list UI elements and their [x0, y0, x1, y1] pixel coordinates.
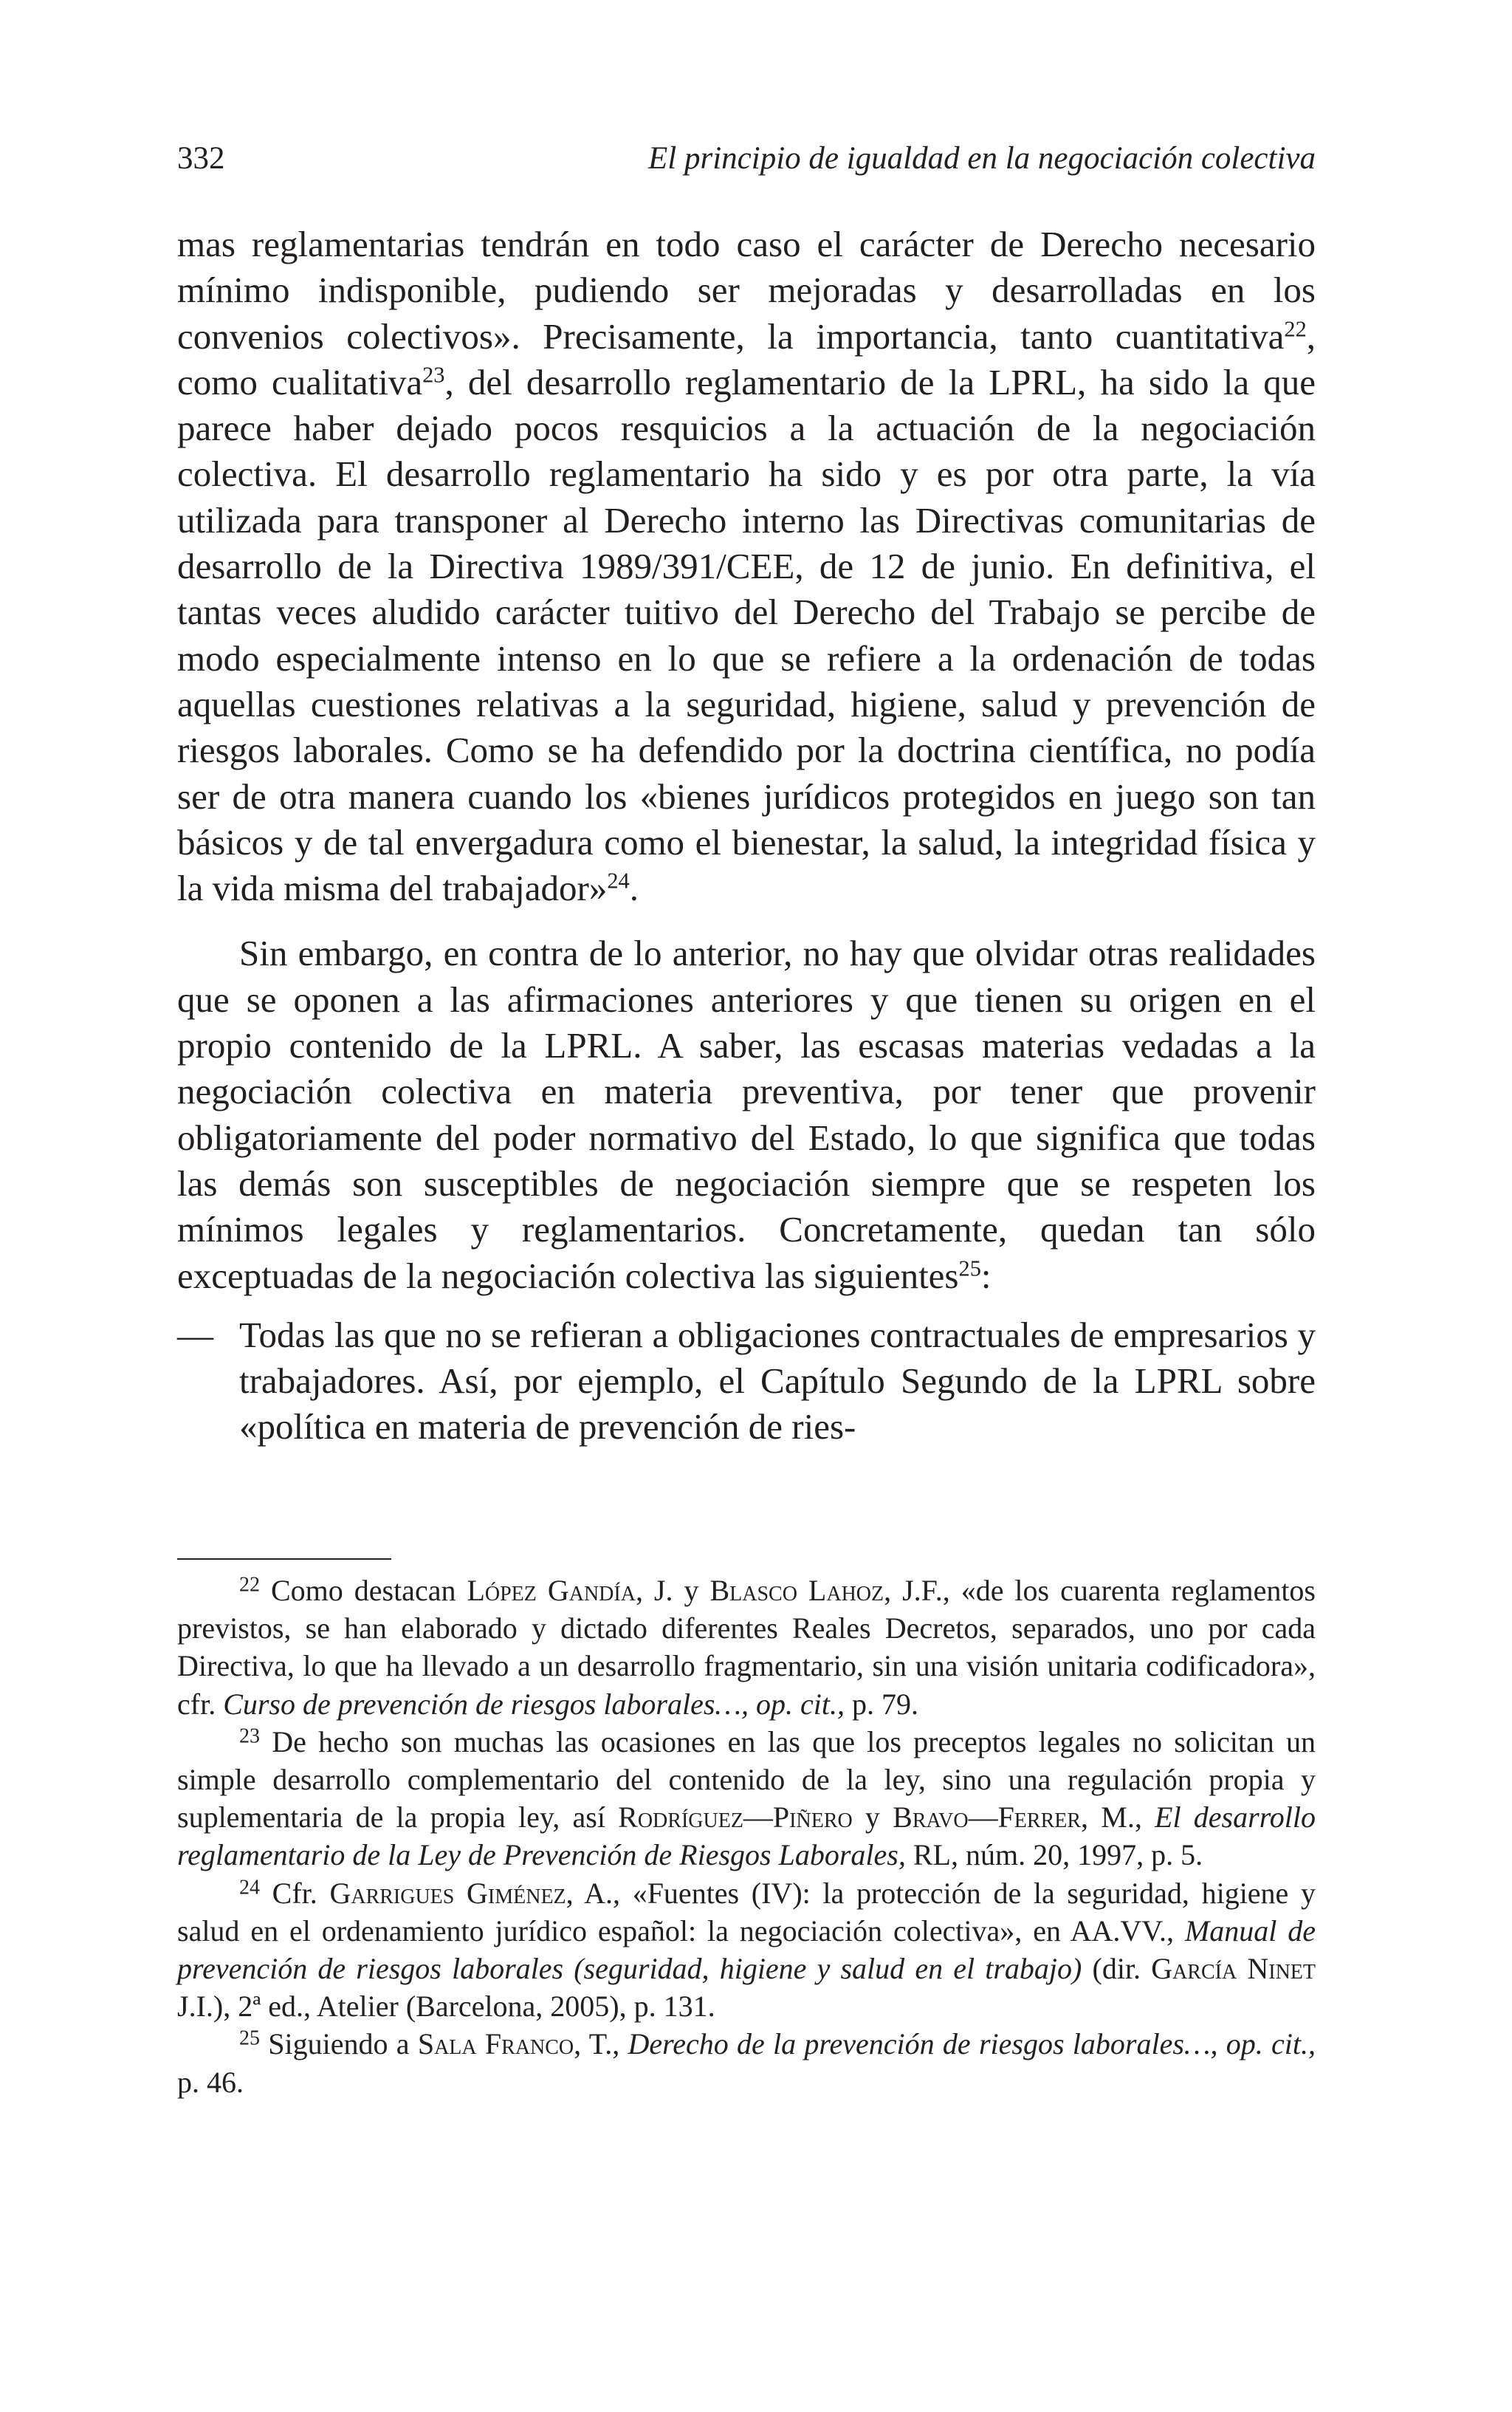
footnote-number: 25	[239, 2026, 260, 2050]
footnote-24: $^{24}$ Cfr. Garrigues Giménez, A., «Fuentes (IV): la protección de la seguridad, higiene y salud en el ordenamiento jurídico español: la negociación colectiva», en AA.VV., Manual de prevención de riesgos laborales (seguridad, higiene y salud en el trabajo) (dir. García Ninet J.I.), 2ª ed., Atelier (Barcelona, 2005), p. 131.	[177, 1876, 1316, 2024]
paragraph-1: mas reglamentarias tendrán en todo caso el carácter de Derecho necesario mínimo indisponible, pudiendo ser mejoradas y desarrolladas en los convenios colectivos». Precisamente, la importancia, tanto cuantitativa$^{22}$, como cualitativa$^{23}$, del desarrollo reglamentario de la LPRL, ha sido la que parece haber dejado pocos resquicios a la actuación de la negociación colectiva. El desarrollo reglamentario ha sido y es por otra parte, la vía utilizada para transponer al Derecho interno las Directivas comunitarias de desarrollo de la Directiva 1989/391/CEE, de 12 de junio. En definitiva, el tantas veces aludido carácter tuitivo del Derecho del Trabajo se percibe de modo especialmente intenso en lo que se refiere a la ordenación de todas aquellas cuestiones relativas a la seguridad, higiene, salud y prevención de riesgos laborales. Como se ha defendido por la doctrina científica, no podía ser de otra manera cuando los «bienes jurídicos protegidos en juego son tan básicos y de tal envergadura como el bienestar, la salud, la integridad física y la vida misma del trabajador»$^{24}$.	[177, 224, 1316, 909]
footnote-ref-24[interactable]: 24	[607, 868, 630, 894]
footnote-number: 24	[239, 1876, 260, 1899]
footnote-ref-25[interactable]: 25	[958, 1255, 981, 1281]
footnote-separator	[177, 1558, 391, 1560]
dash-item-text: Todas las que no se refieran a obligaciones contractuales de empresarios y trabajadores. Así, por ejemplo, el Capítulo Segundo de la LPRL sobre «política en materia de prevención de ries-	[239, 1314, 1316, 1447]
paragraph-2: Sin embargo, en contra de lo anterior, no hay que olvidar otras realidades que se oponen a las afirmaciones anteriores y que tienen su origen en el propio contenido de la LPRL. A saber, las escasas materias vedadas a la negociación colectiva en materia preventiva, por tener que provenir obligatoriamente del poder normativo del Estado, lo que significa que todas las demás son susceptibles de negociación siempre que se respeten los mínimos legales y reglamentarios. Concretamente, quedan tan sólo exceptuadas de la negociación colectiva las siguientes$^{25}$:	[177, 933, 1316, 1296]
footnote-number: 22	[239, 1573, 260, 1597]
footnotes	[177, 1572, 1316, 2101]
footnote-ref-23[interactable]: 23	[422, 362, 445, 388]
footnote-22: $^{22}$ Como destacan López Gandía, J. y Blasco Lahoz, J.F., «de los cuarenta reglamentos previstos, se han elaborado y dictado diferentes Reales Decretos, separados, uno por cada Directiva, lo que ha llevado a un desarrollo fragmentario, sin una visión unitaria codificadora», cfr. Curso de prevención de riesgos laborales…, op. cit., p. 79.	[177, 1573, 1316, 1721]
footnote-23: $^{23}$ De hecho son muchas las ocasiones en las que los preceptos legales no solicitan un simple desarrollo complementario del contenido de la ley, sino una regulación propia y suplementaria de la propia ley, así Rodríguez—Piñero y Bravo—Ferrer, M., El desarrollo reglamentario de la Ley de Prevención de Riesgos Laborales, RL, núm. 20, 1997, p. 5.	[177, 1724, 1316, 1872]
footnote-number: 23	[239, 1724, 260, 1748]
dash-list-item	[177, 1312, 1316, 1450]
footnote-25: $^{25}$ Siguiendo a Sala Franco, T., Derecho de la prevención de riesgos laborales…, op. cit., p. 46.	[177, 2026, 1316, 2099]
running-head	[177, 137, 1316, 181]
em-dash-bullet: —	[177, 1314, 213, 1355]
page-number: 332	[177, 141, 225, 176]
running-title: El principio de igualdad en la negociación colectiva	[648, 141, 1316, 176]
footnote-ref-22[interactable]: 22	[1284, 315, 1307, 341]
body-text	[177, 222, 1316, 1450]
